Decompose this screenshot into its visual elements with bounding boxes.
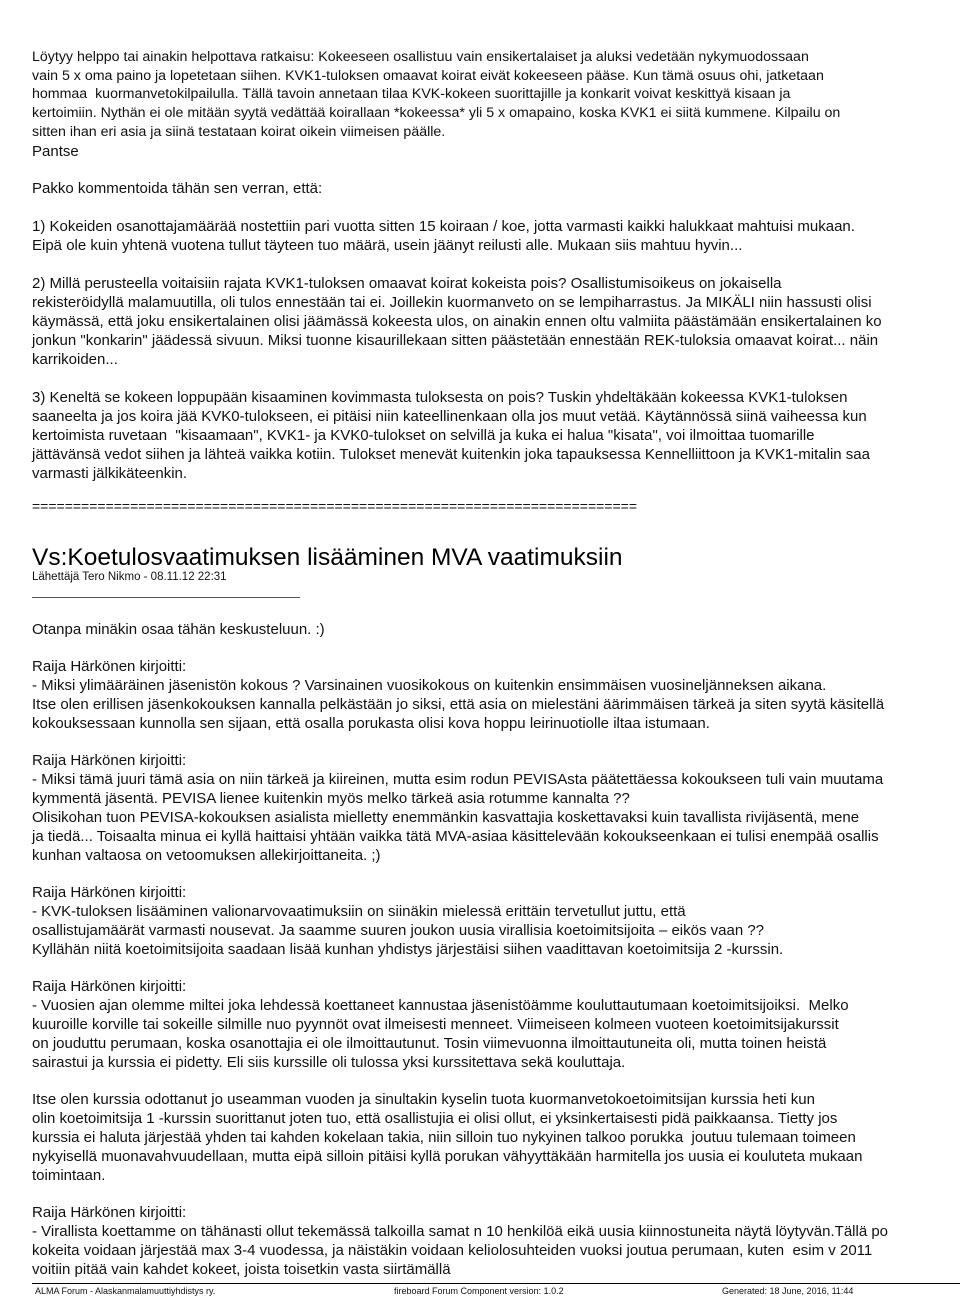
quote-author: Raija Härkönen kirjoitti:: [32, 1204, 187, 1221]
post-meta: Lähettäjä Tero Nikmo - 08.11.12 22:31: [32, 571, 227, 583]
post-line: - KVK-tuloksen lisääminen valionarvovaatimuksiin on siinäkin mielessä erittäin tervetullut juttu, että: [32, 903, 686, 920]
post-line: kunhan valtaosa on vetoomuksen allekirjoittaneita. ;): [32, 847, 381, 864]
post-line: 3) Keneltä se kokeen loppupään kisaaminen kovimmasta tuloksesta on pois? Tuskin yhdeltäkään kokeessa KVK1-tuloksen: [32, 389, 848, 406]
post-line: jonkun "konkarin" jäädessä sivuun. Miksi tuonne kisaurillekaan sitten päästetään ennestään REK-tuloksia omaavat koirat... näin: [32, 332, 879, 349]
post-line: - Miksi tämä juuri tämä asia on niin tärkeä ja kiireinen, mutta esim rodun PEVISAsta päätettäessa kokoukseen tuli vain muutama: [32, 771, 884, 788]
post-line: Otanpa minäkin osaa tähän keskusteluun. :): [32, 621, 325, 638]
intro-line: Löytyy helppo tai ainakin helpottava ratkaisu: Kokeeseen osallistuu vain ensikertalaiset ja aluksi vedetään nykymuodossaan: [32, 49, 809, 65]
post-line: voitiin pitää vain kahdet kokeet, joista toisetkin vasta siirtämällä: [32, 1261, 451, 1278]
intro-line: sitten ihan eri asia ja siinä testataan koirat oikein viimeisen päälle.: [32, 124, 446, 140]
post-line: osallistujamäärät varmasti nousevat. Ja saamme suuren joukon uusia virallisia koetoimitsijoita – eikös vaan ??: [32, 922, 765, 939]
post-line: 1) Kokeiden osanottajamäärää nostettiin pari vuotta sitten 15 koiraan / koe, jotta varmasti kaikki halukkaat mahtuisi mukaan.: [32, 218, 855, 235]
footer-site-name: ALMA Forum - Alaskanmalamuuttiyhdistys ry.: [35, 1286, 216, 1296]
post-line: Olisikohan tuon PEVISA-kokouksen asialista mielletty enemmänkin kasvattajia koskettavaksi kuin tavallista rivijäsentä, mene: [32, 809, 860, 826]
post-line: nykyisellä muonavahvuudellaan, mutta eipä silloin pitäisi kyllä porukan vähyyttäkään harmitella jos uusia ei kouluteta mukaan: [32, 1148, 863, 1165]
post-separator: ==========================================================================: [32, 498, 638, 514]
post-line: Itse olen kurssia odottanut jo useamman vuoden ja sinultakin kyselin tuota kuormanvetokoetoimitsijan kurssia heti kun: [32, 1091, 815, 1108]
quote-author: Raija Härkönen kirjoitti:: [32, 752, 187, 769]
post-divider: [32, 597, 300, 598]
post-line: kokeita voidaan järjestää max 3-4 vuodessa, ja näistäkin voidaan keliolosuhteiden vuoksi joutua perumaan, kuten esim v 2011: [32, 1242, 873, 1259]
post-line: jättävänsä vedot siihen ja lähteä vaikka kotiin. Tulokset menevät kuitenkin joka tapauksessa Kennelliittoon ja KVK1-mitalin saa: [32, 446, 870, 463]
post-line: Itse olen erillisen jäsenkokouksen kannalla pelkästään jo siksi, että asia on mielestäni äärimmäisen tärkeä ja siten syytä käsitellä: [32, 696, 885, 713]
post-line: 2) Millä perusteella voitaisiin rajata KVK1-tuloksen omaavat koirat kokeista pois? Osallistumisoikeus on jokaisella: [32, 275, 782, 292]
post-line: kokouksessaan kunnolla sen sijaan, että osalla porukasta olisi kova hoppu leirinuotiolle iltaa istumaan.: [32, 715, 710, 732]
intro-line: kertoimiin. Nythän ei ole mitään syytä vedättää koirallaan *kokeessa* yli 5 x omapaino, koska KVK1 ei siitä kummene. Kilpailu on: [32, 105, 841, 121]
post-line: - Virallista koettamme on tähänasti ollut tekemässä talkoilla samat n 10 henkilöä eikä uusia kiinnostuneita näytä löytyvän.Tällä po: [32, 1223, 889, 1240]
post-author: Pantse: [32, 143, 79, 160]
quote-author: Raija Härkönen kirjoitti:: [32, 884, 187, 901]
quote-author: Raija Härkönen kirjoitti:: [32, 978, 187, 995]
intro-line: hommaa kuormanvetokilpailulla. Tällä tavoin annetaan tilaa KVK-kokeen suorittajille ja konkarit voivat keskittyä kisaan ja: [32, 86, 791, 102]
post-line: - Vuosien ajan olemme miltei joka lehdessä koettaneet kannustaa jäsenistöämme kouluttautumaan koetoimitsijoiksi. Melko: [32, 997, 849, 1014]
post-line: kuuroille korville tai sokeille silmille nuo pyynnöt ovat ilmeisesti menneet. Viimeiseen kolmeen vuoteen koetoimitsijakurssit: [32, 1016, 839, 1033]
footer-generated-date: Generated: 18 June, 2016, 11:44: [722, 1286, 854, 1296]
intro-line: vain 5 x oma paino ja lopetetaan siihen. KVK1-tuloksen omaavat koirat eivät kokeeseen pääse. Kun tämä osuus ohi, jatketaan: [32, 68, 824, 84]
post-line: on jouduttu perumaan, koska osanottajia ei ole ilmoittautunut. Tosin viimevuonna ilmoittautuneita oli, mutta toinen heistä: [32, 1035, 827, 1052]
footer-rule: [32, 1283, 960, 1284]
post-line: saaneelta ja jos koira jää KVK0-tulokseen, ei pitäisi niin kateellinenkaan olla jos muut vetää. Käytännössä siinä vaiheessa kun: [32, 408, 867, 425]
footer-component-version: fireboard Forum Component version: 1.0.2: [394, 1286, 564, 1296]
post-line: kurssia ei haluta järjestää yhden tai kahden kokelaan takia, niin silloin tuo nykyinen talkoo porukka joutuu tulemaan toimeen: [32, 1129, 856, 1146]
post-line: ja tiedä... Toisaalta minua ei kyllä haittaisi yhtään vaikka tätä MVA-asiaa käsittelevään kokoukseenkaan ei tulisi enempää osallis: [32, 828, 879, 845]
post-line: kymmentä jäsentä. PEVISA lienee kuitenkin myös melko tärkeä asia rotumme kannalta ??: [32, 790, 630, 807]
post-line: käymässä, että joku ensikertalainen olisi jäämässä kokeesta ulos, on ainakin ennen oltu valmiita päästämään ensikertalainen ko: [32, 313, 882, 330]
post-line: Kyllähän niitä koetoimitsijoita saadaan lisää kunhan yhdistys järjestäisi siihen vaadittavan koetoimitsija 2 -kurssin.: [32, 941, 784, 958]
post-line: rekisteröidyllä malamuutilla, oli tulos ennestään tai ei. Joillekin kuormanveto on se lempiharrastus. Ja MIKÄLI niin hassusti olisi: [32, 294, 872, 311]
quote-author: Raija Härkönen kirjoitti:: [32, 658, 187, 675]
post-line: toimintaan.: [32, 1167, 106, 1184]
post-line: kertoimista ruvetaan "kisaamaan", KVK1- ja KVK0-tulokset on selvillä ja kuka ei halua "kisata", voi ilmoittaa tuomarille: [32, 427, 815, 444]
post-line: karrikoiden...: [32, 351, 118, 368]
post-line: sairastui ja kurssia ei pidetty. Eli siis kurssille oli tulossa yksi kurssitettava sekä kouluttaja.: [32, 1054, 626, 1071]
post-line: - Miksi ylimääräinen jäsenistön kokous ? Varsinainen vuosikokous on kuitenkin ensimmäisen vuosineljänneksen aikana.: [32, 677, 827, 694]
post-line: olin koetoimitsija 1 -kurssin suorittanut joten tuo, että osallistujia ei olisi ollut, ei yksinkertaisesti pidä paikkaansa. Tietty jos: [32, 1110, 838, 1127]
post-line: varmasti jälkikäteenkin.: [32, 465, 188, 482]
post-line: Pakko kommentoida tähän sen verran, että:: [32, 180, 323, 197]
post-title: Vs:Koetulosvaatimuksen lisääminen MVA vaatimuksiin: [32, 544, 623, 571]
post-line: Eipä ole kuin yhtenä vuotena tullut täyteen tuo määrä, usein jäänyt reilusti alle. Mukaan siis mahtuu hyvin...: [32, 237, 743, 254]
